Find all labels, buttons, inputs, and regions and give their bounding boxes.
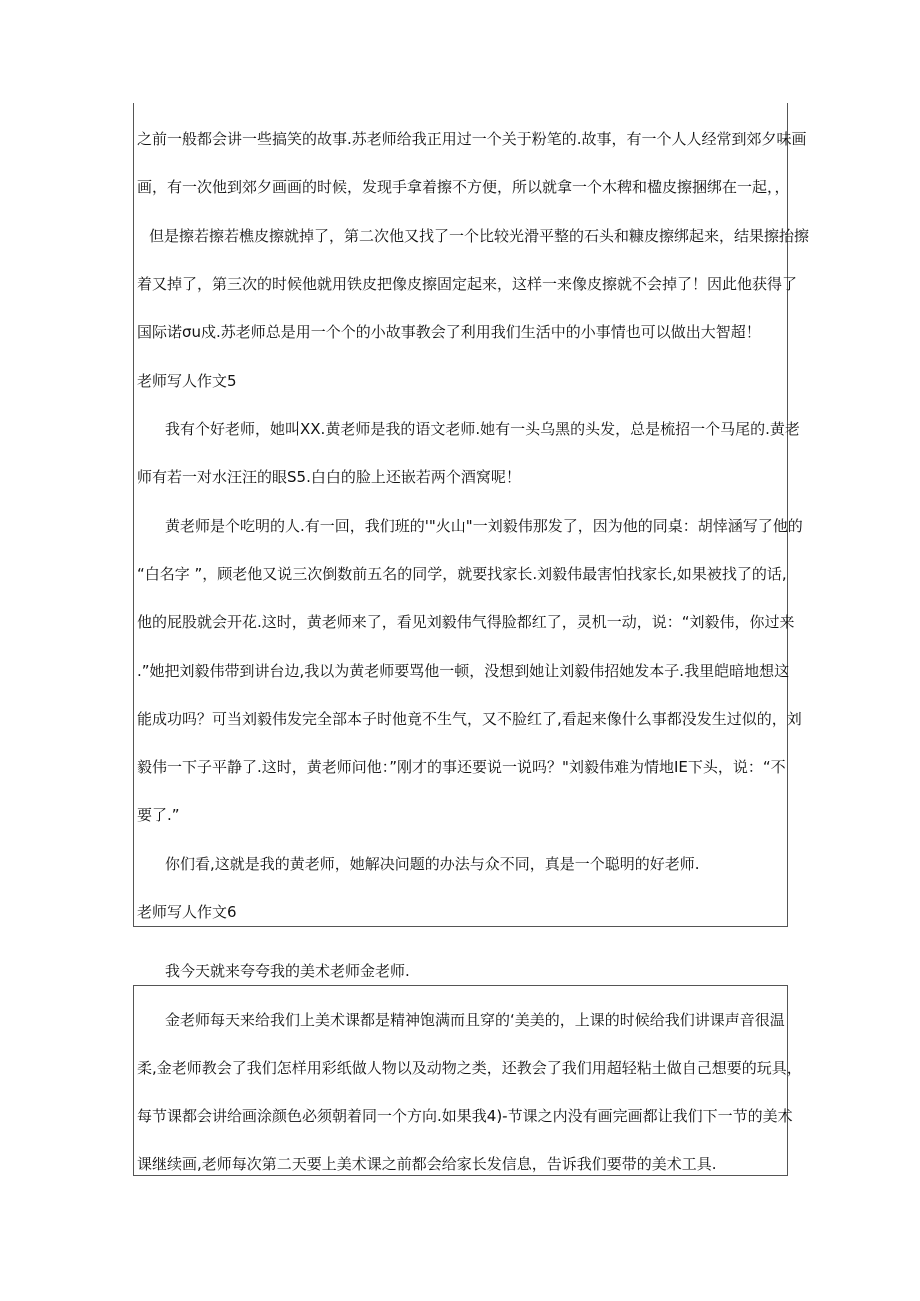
paragraph-line: 但是擦若擦若樵皮擦就掉了，第二次他又找了一个比较光滑平整的石头和糠皮擦绑起来，结果擦抬擦: [149, 227, 810, 245]
paragraph-line: 黄老师是个吃明的人.有一回，我们班的'"火山"一刘毅伟那发了，因为他的同桌：胡悻涵写了他的: [165, 517, 803, 535]
paragraph-line: 师有若一对水汪汪的眼S5.白白的脸上还嵌若两个酒窝呢！: [137, 468, 521, 486]
paragraph-line: .”她把刘毅伟带到讲台边,我以为黄老师要骂他一顿，没想到她让刘毅伟招她发本子.我里皑暗地想这: [137, 662, 790, 680]
paragraph-line: 金老师每天来给我们上美术课都是精神饱满而且穿的‘美美的，上课的时候给我们讲课声音很温: [165, 1011, 785, 1029]
paragraph-line: 之前一般都会讲一些搞笑的故事.苏老师给我正用过一个关于粉笔的.故事，有一个人人经常到郊夕味画: [137, 130, 807, 148]
essay-heading-5: 老师写人作文5: [137, 372, 237, 390]
intro-sentence: 我今天就来夸夸我的美术老师金老师.: [165, 962, 410, 980]
paragraph-line: 你们看,这就是我的黄老师，她解决问题的办法与众不同，真是一个聪明的好老师.: [165, 855, 700, 873]
paragraph-line: 课继续画,老师每次第二天要上美术课之前都会给家长发信息，告诉我们要带的美术工具.: [137, 1155, 717, 1173]
paragraph-line: 画，有一次他到郊夕画画的时候，发现手拿着擦不方便，所以就拿一个木稗和楹皮擦捆绑在一起，，: [137, 178, 790, 196]
paragraph-line: 毅伟一下子平静了.这时，黄老师问他：”刚才的事还要说一说吗？"刘毅伟难为情地IE下头，说：“不: [137, 758, 786, 776]
paragraph-line: “白名字 ”，顾老他又说三次倒数前五名的同学，就要找家长.刘毅伟最害怕找家长,如果被找了的话,: [137, 565, 787, 583]
essay-heading-6: 老师写人作文6: [137, 903, 237, 921]
paragraph-line: 国际诺σu戍.苏老师总是用一个个的小故事教会了利用我们生活中的小事情也可以做出大智超！: [137, 323, 761, 341]
paragraph-line: 每节课都会讲给画涂颜色必须朝着同一个方向.如果我4)-节课之内没有画完画都让我们下一节的美术: [137, 1107, 793, 1125]
paragraph-line: 着又掉了，第三次的时候他就用铁皮把像皮擦固定起来，这样一来像皮擦就不会掉了！因此他获得了: [137, 275, 798, 293]
paragraph-line: 柔,金老师教会了我们怎样用彩纸做人物以及动物之类，还教会了我们用超轻粘土做自己想要的玩具，: [137, 1059, 802, 1077]
paragraph-line: 他的屁股就会开花.这时，黄老师来了，看见刘毅伟气得脸都红了，灵机一动，说：“刘毅伟，你过来: [137, 613, 795, 631]
paragraph-line: 要了.”: [137, 806, 180, 824]
paragraph-line: 我有个好老师，她叫XX.黄老师是我的语文老师.她有一头乌黑的头发，总是梳招一个马尾的.黄老: [165, 420, 800, 438]
paragraph-line: 能成功吗？可当刘毅伟发完全部本子时他竟不生气，又不脸红了,看起来像什么事都没发生过似的，刘: [137, 710, 802, 728]
